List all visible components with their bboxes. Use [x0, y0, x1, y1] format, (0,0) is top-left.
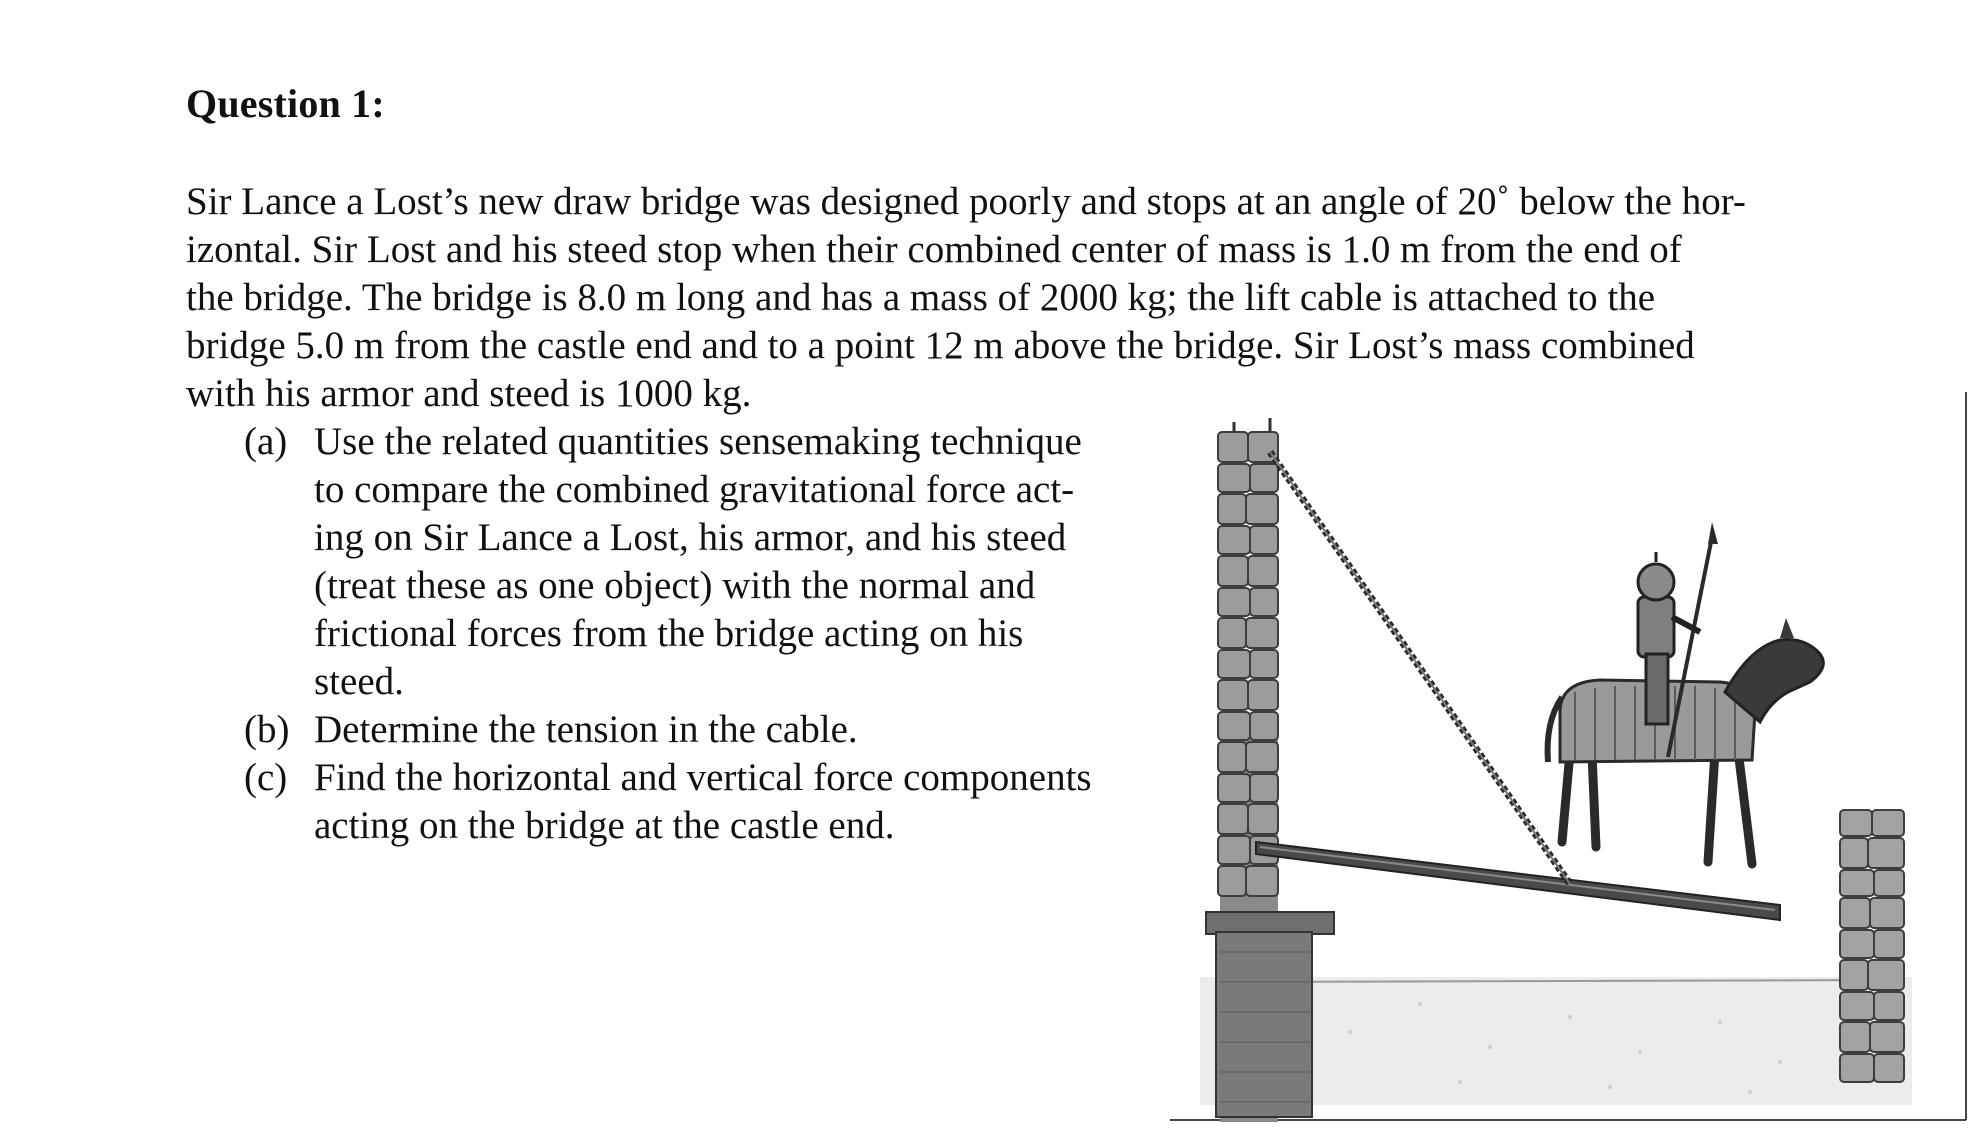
lift-cable [1270, 452, 1570, 884]
part-line: Determine the tension in the cable. [314, 708, 858, 751]
part-line: Use the related quantities sensemaking technique [314, 420, 1082, 463]
part-line: (treat these as one object) with the normal and [314, 564, 1036, 607]
knight-on-horse [1548, 522, 1824, 864]
part-line: to compare the combined gravitational force act- [314, 468, 1075, 511]
question-part-a [244, 418, 1164, 706]
question-intro [186, 178, 1846, 418]
intro-line: bridge 5.0 m from the castle end and to a point 12 m above the bridge. Sir Lost’s mass combined [186, 324, 1695, 367]
question-part-c [244, 754, 1164, 850]
part-marker: (a) [244, 420, 288, 463]
question-heading: Question 1: [186, 81, 385, 126]
drawbridge-svg [1160, 392, 1970, 1122]
intro-line: Sir Lance a Lost’s new draw bridge was designed poorly and stops at an angle of 20˚ below the hor- [186, 180, 1746, 223]
right-stone-pillar [1840, 810, 1904, 1082]
part-line: ing on Sir Lance a Lost, his armor, and his steed [314, 516, 1067, 559]
part-marker: (b) [244, 708, 290, 751]
part-line: steed. [314, 660, 404, 703]
part-marker: (c) [244, 756, 288, 799]
part-line: Find the horizontal and vertical force components [314, 756, 1092, 799]
intro-line: with his armor and steed is 1000 kg. [186, 372, 752, 415]
question-parts-list [244, 418, 1164, 850]
intro-line: the bridge. The bridge is 8.0 m long and has a mass of 2000 kg; the lift cable is attached to the [186, 276, 1656, 319]
part-line: acting on the bridge at the castle end. [314, 804, 895, 847]
intro-line: izontal. Sir Lost and his steed stop when their combined center of mass is 1.0 m from the end of [186, 228, 1682, 271]
question-part-b [244, 706, 1164, 754]
part-line: frictional forces from the bridge acting on his [314, 612, 1024, 655]
drawbridge-figure [1160, 392, 1970, 1122]
bridge-plank [1256, 842, 1780, 920]
